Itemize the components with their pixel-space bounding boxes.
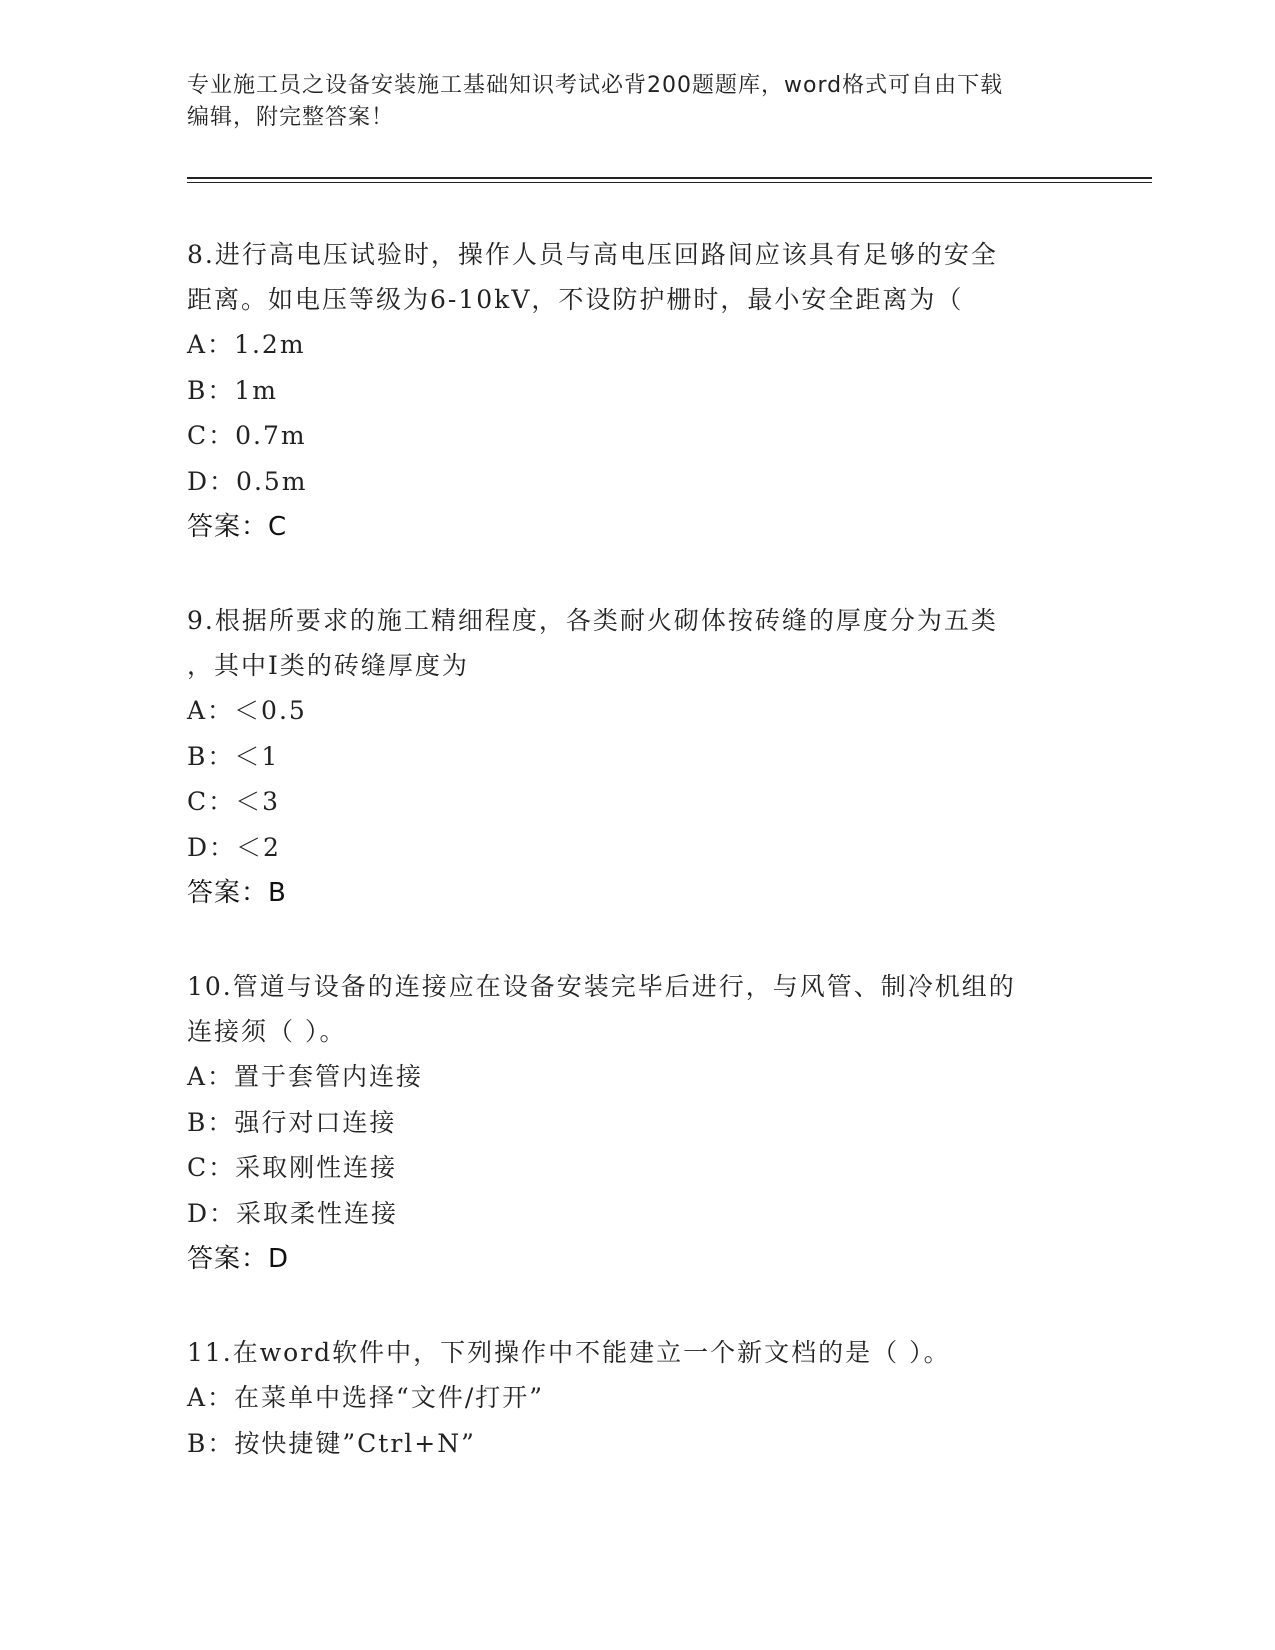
- option-b: B：＜1: [187, 741, 280, 771]
- header-line-1: 专业施工员之设备安装施工基础知识考试必背200题题库，word格式可自由下载: [187, 73, 1004, 98]
- answer-line: 答案：B: [187, 878, 287, 908]
- document-header: [187, 70, 1087, 134]
- option-d: D：＜2: [187, 832, 281, 862]
- question-9: [187, 598, 1087, 916]
- option-a: A：＜0.5: [187, 696, 307, 725]
- question-spacer: [187, 550, 1087, 598]
- option-d: D：0.5m: [187, 466, 308, 496]
- question-text-line: 连接须（ ）。: [187, 1017, 347, 1046]
- option-c: C：＜3: [187, 787, 281, 816]
- option-d: D：采取柔性连接: [187, 1198, 399, 1228]
- option-c: C：0.7m: [187, 421, 307, 450]
- header-line-2: 编辑，附完整答案！: [187, 105, 395, 130]
- option-a: A：在菜单中选择“文件/打开”: [187, 1383, 545, 1412]
- option-b: B：强行对口连接: [187, 1107, 397, 1137]
- question-list: [187, 232, 1087, 1466]
- question-10: [187, 964, 1087, 1282]
- option-a: A：1.2m: [187, 330, 306, 359]
- option-b: B：按快捷键”Ctrl+N”: [187, 1428, 476, 1458]
- question-text-line: 9.根据所要求的施工精细程度，各类耐火砌体按砖缝的厚度分为五类: [187, 606, 998, 635]
- question-text-line: 8.进行高电压试验时，操作人员与高电压回路间应该具有足够的安全: [187, 240, 998, 269]
- header-divider-thick: [187, 177, 1152, 179]
- answer-line: 答案：D: [187, 1244, 290, 1274]
- question-text-line: ，其中Ⅰ类的砖缝厚度为: [187, 651, 469, 680]
- question-8: [187, 232, 1087, 550]
- question-11: [187, 1330, 1087, 1466]
- question-text-line: 10.管道与设备的连接应在设备安装完毕后进行，与风管、制冷机组的: [187, 972, 1016, 1001]
- option-a: A：置于套管内连接: [187, 1062, 424, 1091]
- question-spacer: [187, 916, 1087, 964]
- answer-line: 答案：C: [187, 512, 288, 542]
- option-b: B：1m: [187, 375, 278, 405]
- question-text-line: 距离。如电压等级为6-10kV，不设防护栅时，最小安全距离为（: [187, 285, 964, 314]
- header-divider-thin: [187, 182, 1152, 183]
- option-c: C：采取刚性连接: [187, 1153, 398, 1182]
- question-text-line: 11.在word软件中，下列操作中不能建立一个新文档的是（ ）。: [187, 1338, 951, 1367]
- question-spacer: [187, 1282, 1087, 1330]
